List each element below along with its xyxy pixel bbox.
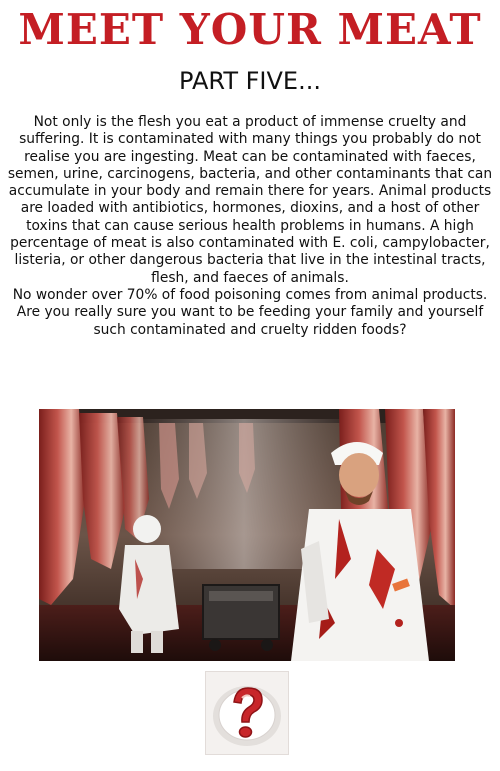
article-paragraph: Not only is the flesh you eat a product of immense cruelty and suffering. It is contaminated with many things you probably do not realise you are ingesting. Meat can be contaminated with faeces, semen, urine, carcinogens, bacteria, and other contaminants that can accumulate in your body and remain there for years. Animal products are loaded with antibiotics, hormones, dioxins, and a host of other toxins that can cause serious health problems in humans. A high percentage of meat is also contaminated with E. coli, campylobacter, listeria, or other dangerous bacteria that live in the intestinal tracts, flesh, and faeces of animals. — [7, 114, 493, 286]
article-body — [6, 114, 494, 339]
meat-question-logo — [205, 671, 289, 755]
article-paragraph: Are you really sure you want to be feeding your family and yourself such contaminated and cruelty ridden foods? — [16, 304, 484, 338]
slaughterhouse-photo — [39, 409, 455, 661]
article-paragraph: No wonder over 70% of food poisoning comes from animal products. — [12, 286, 488, 303]
page-subtitle: PART FIVE... — [179, 67, 321, 95]
page-title: MEET YOUR MEAT — [18, 5, 482, 54]
